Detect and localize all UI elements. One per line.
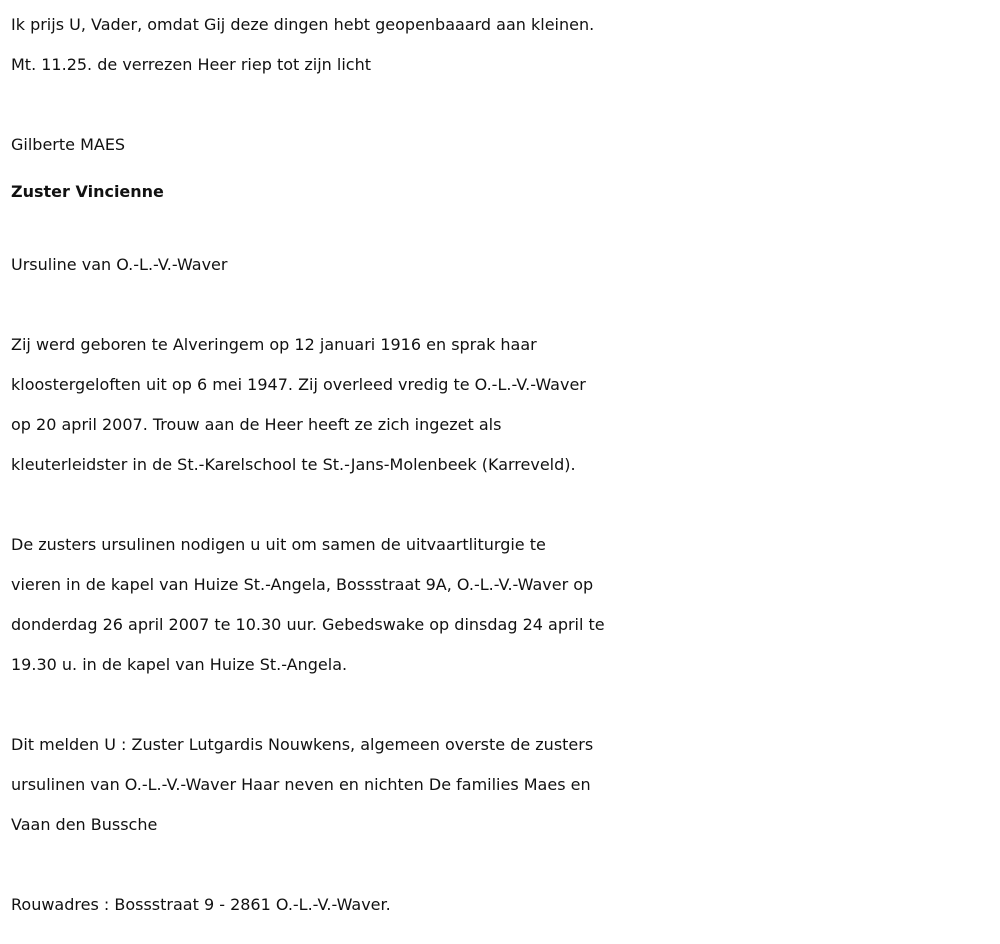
verse-line-1: Ik prijs U, Vader, omdat Gij deze dingen hebt geopenbaaard aan kleinen. bbox=[11, 15, 595, 34]
announcers-line: Dit melden U : Zuster Lutgardis Nouwkens, algemeen overste de zusters bbox=[11, 735, 594, 754]
person-name: Gilberte MAES bbox=[11, 135, 126, 154]
mourning-address: Rouwadres : Bossstraat 9 - 2861 O.-L.-V.-Waver. bbox=[11, 895, 391, 914]
biography-line: kloostergeloften uit op 6 mei 1947. Zij overleed vredig te O.-L.-V.-Waver bbox=[11, 375, 586, 394]
spacer bbox=[11, 485, 996, 525]
biography-line: kleuterleidster in de St.-Karelschool te St.-Jans-Molenbeek (Karreveld). bbox=[11, 455, 576, 474]
biography-line: Zij werd geboren te Alveringem op 12 januari 1916 en sprak haar bbox=[11, 335, 537, 354]
verse-line-2: Mt. 11.25. de verrezen Heer riep tot zijn licht bbox=[11, 55, 371, 74]
funeral-line: donderdag 26 april 2007 te 10.30 uur. Gebedswake op dinsdag 24 april te bbox=[11, 615, 605, 634]
religious-order: Ursuline van O.-L.-V.-Waver bbox=[11, 255, 228, 274]
religious-name: Zuster Vincienne bbox=[11, 182, 164, 201]
announcers-line: ursulinen van O.-L.-V.-Waver Haar neven en nichten De families Maes en bbox=[11, 775, 591, 794]
spacer bbox=[11, 285, 996, 325]
spacer bbox=[11, 845, 996, 885]
biography-line: op 20 april 2007. Trouw aan de Heer heeft ze zich ingezet als bbox=[11, 415, 502, 434]
spacer bbox=[11, 85, 996, 125]
spacer bbox=[11, 212, 996, 245]
obituary-document bbox=[11, 5, 996, 925]
funeral-line: 19.30 u. in de kapel van Huize St.-Angela. bbox=[11, 655, 348, 674]
spacer bbox=[11, 685, 996, 725]
funeral-line: De zusters ursulinen nodigen u uit om samen de uitvaartliturgie te bbox=[11, 535, 546, 554]
announcers-line: Vaan den Bussche bbox=[11, 815, 158, 834]
funeral-line: vieren in de kapel van Huize St.-Angela, Bossstraat 9A, O.-L.-V.-Waver op bbox=[11, 575, 594, 594]
